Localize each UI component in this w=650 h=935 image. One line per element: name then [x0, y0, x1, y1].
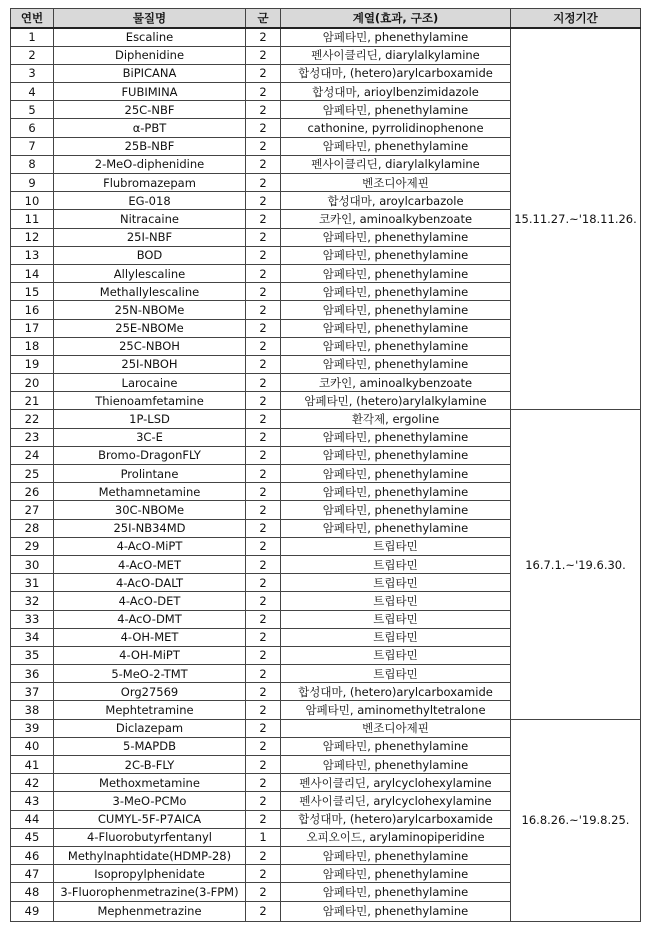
header-period: 지정기간: [511, 9, 641, 29]
cell-no: 38: [11, 701, 54, 719]
cell-substance: 25E-NBOMe: [54, 319, 246, 337]
cell-category: 암페타민, aminomethyltetralone: [281, 701, 511, 719]
cell-class: 2: [246, 846, 281, 864]
cell-category: 암페타민, phenethylamine: [281, 246, 511, 264]
cell-no: 47: [11, 865, 54, 883]
header-no: 연번: [11, 9, 54, 29]
cell-category: 암페타민, phenethylamine: [281, 283, 511, 301]
cell-category: 암페타민, phenethylamine: [281, 756, 511, 774]
cell-no: 45: [11, 828, 54, 846]
cell-substance: Org27569: [54, 683, 246, 701]
header-row: [11, 9, 641, 29]
cell-category: 트립타민: [281, 537, 511, 555]
cell-no: 30: [11, 555, 54, 573]
cell-no: 14: [11, 264, 54, 282]
cell-period: 16.8.26.~'19.8.25.: [511, 719, 641, 921]
cell-substance: 4-OH-MiPT: [54, 646, 246, 664]
cell-no: 35: [11, 646, 54, 664]
cell-substance: 25B-NBF: [54, 137, 246, 155]
cell-no: 7: [11, 137, 54, 155]
cell-no: 44: [11, 810, 54, 828]
cell-substance: 25C-NBF: [54, 101, 246, 119]
cell-class: 2: [246, 283, 281, 301]
cell-substance: Methoxmetamine: [54, 774, 246, 792]
table-row: [11, 410, 641, 428]
cell-class: 2: [246, 756, 281, 774]
cell-substance: 3C-E: [54, 428, 246, 446]
cell-no: 26: [11, 483, 54, 501]
cell-no: 28: [11, 519, 54, 537]
cell-substance: 5-MeO-2-TMT: [54, 665, 246, 683]
cell-no: 48: [11, 883, 54, 901]
cell-category: 벤조디아제핀: [281, 719, 511, 737]
cell-no: 39: [11, 719, 54, 737]
cell-class: 2: [246, 737, 281, 755]
cell-no: 8: [11, 155, 54, 173]
cell-category: 트립타민: [281, 628, 511, 646]
cell-substance: 4-AcO-MiPT: [54, 537, 246, 555]
cell-class: 2: [246, 555, 281, 573]
cell-no: 10: [11, 192, 54, 210]
cell-class: 2: [246, 628, 281, 646]
cell-category: 펜사이클리딘, diarylalkylamine: [281, 155, 511, 173]
cell-category: 펜사이클리딘, diarylalkylamine: [281, 46, 511, 64]
substance-table: [10, 8, 641, 922]
cell-class: 2: [246, 319, 281, 337]
cell-category: 암페타민, phenethylamine: [281, 465, 511, 483]
cell-category: 암페타민, phenethylamine: [281, 101, 511, 119]
cell-class: 2: [246, 83, 281, 101]
cell-class: 2: [246, 246, 281, 264]
header-category: 계열(효과, 구조): [281, 9, 511, 29]
cell-class: 2: [246, 810, 281, 828]
cell-substance: Methallylescaline: [54, 283, 246, 301]
cell-substance: 25N-NBOMe: [54, 301, 246, 319]
cell-class: 2: [246, 337, 281, 355]
cell-class: 2: [246, 174, 281, 192]
cell-class: 2: [246, 192, 281, 210]
cell-class: 2: [246, 137, 281, 155]
cell-class: 2: [246, 665, 281, 683]
cell-substance: Escaline: [54, 28, 246, 46]
cell-category: cathonine, pyrrolidinophenone: [281, 119, 511, 137]
cell-class: 2: [246, 701, 281, 719]
cell-category: 오피오이드, arylaminopiperidine: [281, 828, 511, 846]
cell-no: 1: [11, 28, 54, 46]
cell-class: 2: [246, 64, 281, 82]
cell-class: 2: [246, 428, 281, 446]
cell-no: 11: [11, 210, 54, 228]
cell-category: 암페타민, phenethylamine: [281, 28, 511, 46]
cell-substance: Thienoamfetamine: [54, 392, 246, 410]
cell-no: 19: [11, 355, 54, 373]
cell-class: 2: [246, 228, 281, 246]
cell-substance: 2C-B-FLY: [54, 756, 246, 774]
cell-substance: 3-MeO-PCMo: [54, 792, 246, 810]
cell-class: 2: [246, 792, 281, 810]
cell-category: 코카인, aminoalkybenzoate: [281, 374, 511, 392]
cell-no: 24: [11, 446, 54, 464]
cell-no: 9: [11, 174, 54, 192]
cell-period: 15.11.27.~'18.11.26.: [511, 28, 641, 410]
cell-period: 16.7.1.~'19.6.30.: [511, 410, 641, 719]
cell-category: 합성대마, (hetero)arylcarboxamide: [281, 64, 511, 82]
cell-category: 합성대마, aroylcarbazole: [281, 192, 511, 210]
cell-substance: EG-018: [54, 192, 246, 210]
cell-category: 암페타민, phenethylamine: [281, 228, 511, 246]
cell-no: 49: [11, 901, 54, 921]
cell-substance: Bromo-DragonFLY: [54, 446, 246, 464]
cell-substance: Mephtetramine: [54, 701, 246, 719]
cell-no: 23: [11, 428, 54, 446]
table-row: [11, 719, 641, 737]
cell-class: 2: [246, 28, 281, 46]
cell-category: 암페타민, phenethylamine: [281, 501, 511, 519]
cell-substance: Diphenidine: [54, 46, 246, 64]
cell-class: 2: [246, 901, 281, 921]
cell-no: 15: [11, 283, 54, 301]
cell-substance: 25I-NBOH: [54, 355, 246, 373]
cell-substance: 25C-NBOH: [54, 337, 246, 355]
cell-no: 13: [11, 246, 54, 264]
cell-no: 34: [11, 628, 54, 646]
cell-substance: CUMYL-5F-P7AICA: [54, 810, 246, 828]
cell-substance: Nitracaine: [54, 210, 246, 228]
cell-no: 29: [11, 537, 54, 555]
cell-category: 암페타민, phenethylamine: [281, 337, 511, 355]
cell-category: 암페타민, phenethylamine: [281, 846, 511, 864]
cell-category: 트립타민: [281, 646, 511, 664]
cell-no: 3: [11, 64, 54, 82]
cell-class: 2: [246, 355, 281, 373]
cell-class: 2: [246, 446, 281, 464]
cell-no: 6: [11, 119, 54, 137]
cell-no: 20: [11, 374, 54, 392]
cell-substance: Allylescaline: [54, 264, 246, 282]
cell-class: 2: [246, 592, 281, 610]
cell-no: 27: [11, 501, 54, 519]
cell-substance: Isopropylphenidate: [54, 865, 246, 883]
cell-substance: 25I-NB34MD: [54, 519, 246, 537]
cell-substance: Flubromazepam: [54, 174, 246, 192]
cell-class: 2: [246, 374, 281, 392]
cell-no: 4: [11, 83, 54, 101]
cell-no: 46: [11, 846, 54, 864]
cell-category: 암페타민, phenethylamine: [281, 264, 511, 282]
cell-class: 2: [246, 483, 281, 501]
cell-category: 암페타민, phenethylamine: [281, 737, 511, 755]
cell-no: 36: [11, 665, 54, 683]
header-class: 군: [246, 9, 281, 29]
cell-no: 25: [11, 465, 54, 483]
cell-category: 암페타민, phenethylamine: [281, 883, 511, 901]
cell-no: 2: [11, 46, 54, 64]
cell-class: 2: [246, 46, 281, 64]
cell-class: 2: [246, 683, 281, 701]
cell-category: 암페타민, phenethylamine: [281, 301, 511, 319]
cell-substance: 4-AcO-DMT: [54, 610, 246, 628]
table-row: [11, 28, 641, 46]
cell-no: 17: [11, 319, 54, 337]
cell-substance: 3-Fluorophenmetrazine(3-FPM): [54, 883, 246, 901]
cell-category: 암페타민, phenethylamine: [281, 355, 511, 373]
cell-category: 벤조디아제핀: [281, 174, 511, 192]
cell-class: 1: [246, 828, 281, 846]
cell-class: 2: [246, 101, 281, 119]
cell-category: 암페타민, phenethylamine: [281, 865, 511, 883]
cell-category: 트립타민: [281, 610, 511, 628]
cell-category: 환각제, ergoline: [281, 410, 511, 428]
cell-no: 43: [11, 792, 54, 810]
cell-category: 트립타민: [281, 592, 511, 610]
cell-substance: 4-AcO-MET: [54, 555, 246, 573]
cell-substance: Mephenmetrazine: [54, 901, 246, 921]
cell-no: 37: [11, 683, 54, 701]
cell-no: 5: [11, 101, 54, 119]
cell-no: 33: [11, 610, 54, 628]
cell-substance: Methamnetamine: [54, 483, 246, 501]
cell-substance: 4-AcO-DALT: [54, 574, 246, 592]
cell-no: 22: [11, 410, 54, 428]
cell-category: 트립타민: [281, 665, 511, 683]
cell-substance: 4-Fluorobutyrfentanyl: [54, 828, 246, 846]
cell-substance: 4-AcO-DET: [54, 592, 246, 610]
cell-category: 합성대마, (hetero)arylcarboxamide: [281, 810, 511, 828]
cell-category: 코카인, aminoalkybenzoate: [281, 210, 511, 228]
cell-substance: FUBIMINA: [54, 83, 246, 101]
cell-class: 2: [246, 301, 281, 319]
cell-category: 합성대마, arioylbenzimidazole: [281, 83, 511, 101]
cell-no: 40: [11, 737, 54, 755]
cell-class: 2: [246, 719, 281, 737]
cell-category: 트립타민: [281, 574, 511, 592]
cell-substance: BiPICANA: [54, 64, 246, 82]
cell-category: 암페타민, phenethylamine: [281, 901, 511, 921]
cell-class: 2: [246, 519, 281, 537]
cell-no: 31: [11, 574, 54, 592]
table-body: [11, 28, 641, 921]
cell-class: 2: [246, 501, 281, 519]
cell-class: 2: [246, 410, 281, 428]
cell-class: 2: [246, 119, 281, 137]
cell-category: 펜사이클리딘, arylcyclohexylamine: [281, 792, 511, 810]
cell-category: 암페타민, phenethylamine: [281, 319, 511, 337]
cell-no: 16: [11, 301, 54, 319]
cell-class: 2: [246, 574, 281, 592]
cell-class: 2: [246, 392, 281, 410]
cell-class: 2: [246, 774, 281, 792]
cell-category: 암페타민, phenethylamine: [281, 519, 511, 537]
cell-class: 2: [246, 883, 281, 901]
cell-class: 2: [246, 646, 281, 664]
cell-category: 합성대마, (hetero)arylcarboxamide: [281, 683, 511, 701]
cell-substance: α-PBT: [54, 119, 246, 137]
cell-category: 암페타민, phenethylamine: [281, 428, 511, 446]
cell-category: 펜사이클리딘, arylcyclohexylamine: [281, 774, 511, 792]
cell-category: 트립타민: [281, 555, 511, 573]
cell-no: 41: [11, 756, 54, 774]
cell-no: 42: [11, 774, 54, 792]
cell-no: 32: [11, 592, 54, 610]
cell-substance: 30C-NBOMe: [54, 501, 246, 519]
cell-substance: 4-OH-MET: [54, 628, 246, 646]
cell-substance: Diclazepam: [54, 719, 246, 737]
cell-substance: Prolintane: [54, 465, 246, 483]
cell-class: 2: [246, 610, 281, 628]
cell-category: 암페타민, phenethylamine: [281, 137, 511, 155]
cell-substance: 1P-LSD: [54, 410, 246, 428]
cell-class: 2: [246, 155, 281, 173]
cell-category: 암페타민, (hetero)arylalkylamine: [281, 392, 511, 410]
cell-substance: Methylnaphtidate(HDMP-28): [54, 846, 246, 864]
cell-class: 2: [246, 210, 281, 228]
cell-category: 암페타민, phenethylamine: [281, 446, 511, 464]
cell-substance: 25I-NBF: [54, 228, 246, 246]
cell-category: 암페타민, phenethylamine: [281, 483, 511, 501]
cell-class: 2: [246, 264, 281, 282]
cell-substance: 2-MeO-diphenidine: [54, 155, 246, 173]
cell-substance: BOD: [54, 246, 246, 264]
cell-no: 18: [11, 337, 54, 355]
cell-substance: Larocaine: [54, 374, 246, 392]
cell-class: 2: [246, 465, 281, 483]
cell-class: 2: [246, 865, 281, 883]
cell-class: 2: [246, 537, 281, 555]
cell-substance: 5-MAPDB: [54, 737, 246, 755]
header-substance: 물질명: [54, 9, 246, 29]
cell-no: 21: [11, 392, 54, 410]
cell-no: 12: [11, 228, 54, 246]
